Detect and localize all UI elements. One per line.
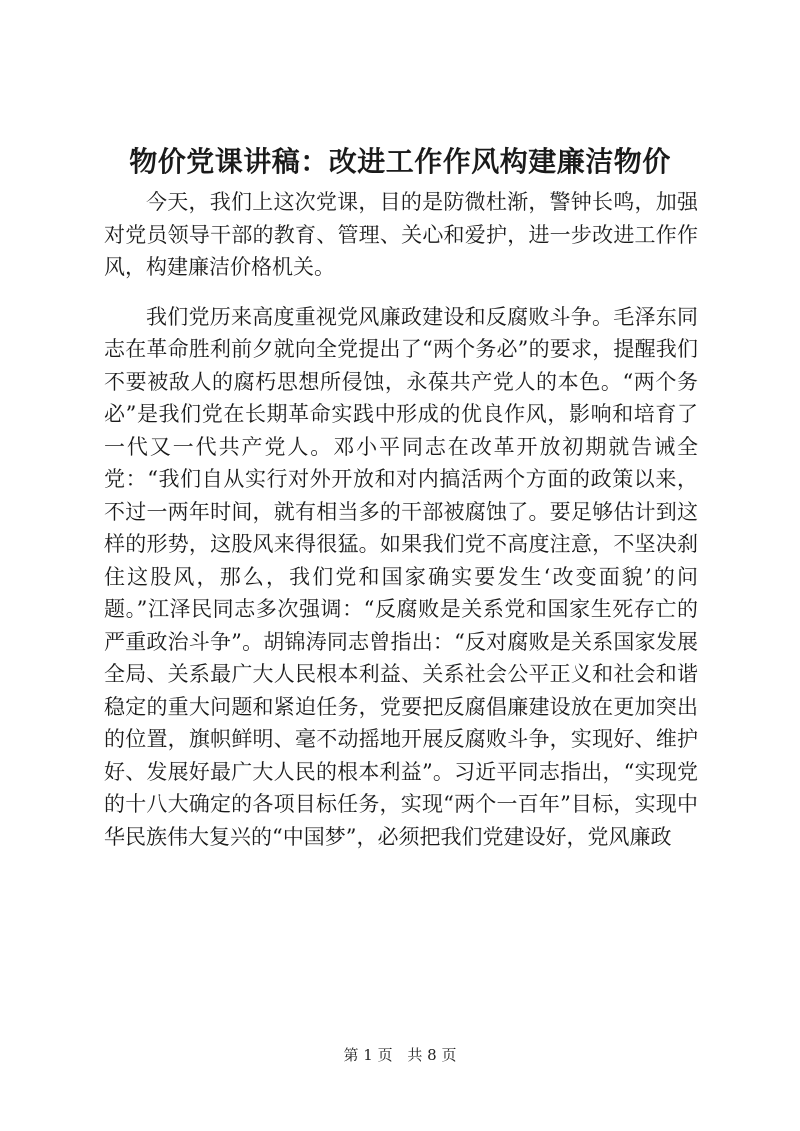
document-title: 物价党课讲稿：改进工作作风构建廉洁物价 — [129, 145, 671, 178]
document-body — [104, 186, 698, 853]
paragraph-intro: 今天，我们上这次党课，目的是防微杜渐，警钟长鸣，加强对党员领导干部的教育、管理、关心和爱护，进一步改进工作作风，构建廉洁价格机关。 — [104, 190, 698, 279]
paragraph-history: 我们党历来高度重视党风廉政建设和反腐败斗争。毛泽东同志在革命胜利前夕就向全党提出了“两个务必”的要求，提醒我们不要被敌人的腐朽思想所侵蚀，永葆共产党人的本色。“两个务必”是我们党在长期革命实践中形成的优良作风，影响和培育了一代又一代共产党人。邓小平同志在改革开放初期就告诫全党：“我们自从实行对外开放和对内搞活两个方面的政策以来，不过一两年时间，就有相当多的干部被腐蚀了。要足够估计到这样的形势，这股风来得很猛。如果我们党不高度注意，不坚决刹住这股风，那么，我们党和国家确实要发生‘改变面貌’的问题。”江泽民同志多次强调：“反腐败是关系党和国家生死存亡的严重政治斗争”。胡锦涛同志曾指出：“反对腐败是关系国家发展全局、关系最广大人民根本利益、关系社会公平正义和社会和谐稳定的重大问题和紧迫任务，党要把反腐倡廉建设放在更加突出的位置，旗帜鲜明、毫不动摇地开展反腐败斗争，实现好、维护好、发展好最广大人民的根本利益”。习近平同志指出，“实现党的十八大确定的各项目标任务，实现“两个一百年”目标，实现中华民族伟大复兴的“中国梦”，必须把我们党建设好，党风廉政 — [104, 304, 698, 849]
page-total: 共 8 页 — [407, 1046, 457, 1064]
page-number: 第 1 页 — [343, 1046, 393, 1064]
page-footer — [0, 1044, 800, 1065]
